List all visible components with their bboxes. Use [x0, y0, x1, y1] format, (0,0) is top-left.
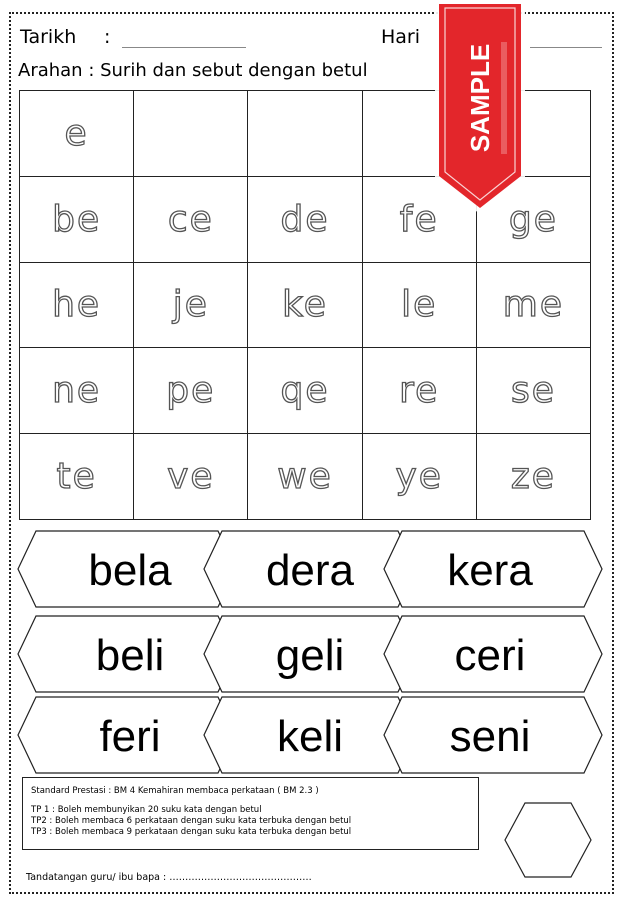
- word-text: feri: [99, 712, 161, 761]
- signature-line: Tandatangan guru/ ibu bapa : ………………………………………: [26, 872, 312, 883]
- syllable-text: ye: [395, 456, 443, 498]
- word-text: geli: [275, 631, 345, 680]
- syllable-text: de: [280, 198, 330, 240]
- word-text: seni: [449, 712, 531, 761]
- instruction-text: Arahan : Surih dan sebut dengan betul: [18, 60, 368, 81]
- syllable-text: he: [52, 284, 102, 326]
- word-text: beli: [95, 631, 165, 680]
- tarikh-label: Tarikh: [20, 26, 77, 48]
- syllable-text: ce: [167, 198, 214, 240]
- syllable-text: qe: [280, 370, 330, 412]
- syllable-text: ke: [282, 284, 328, 326]
- sample-watermark: [431, 2, 529, 216]
- syllable-text: le: [401, 284, 438, 326]
- standard-title: Standard Prestasi : BM 4 Kemahiran membaca perkataan ( BM 2.3 ): [31, 786, 319, 796]
- word-text: bela: [88, 546, 172, 595]
- hari-label: Hari: [381, 26, 421, 48]
- syllable-text: me: [502, 284, 564, 326]
- standard-prestasi-box: [22, 777, 479, 850]
- syllable-text: te: [56, 456, 97, 498]
- word-text: dera: [265, 546, 355, 595]
- word-text: ceri: [454, 631, 526, 680]
- syllable-text: we: [277, 456, 333, 498]
- tp1-text: TP 1 : Boleh membunyikan 20 suku kata dengan betul: [31, 805, 262, 815]
- tp2-text: TP2 : Boleh membaca 6 perkataan dengan suku kata terbuka dengan betul: [31, 816, 352, 826]
- sample-text: SAMPLE: [465, 43, 495, 153]
- syllable-text: re: [399, 370, 440, 412]
- syllable-text: je: [172, 284, 209, 326]
- syllable-text: pe: [166, 370, 216, 412]
- syllable-text: ne: [52, 370, 102, 412]
- word-text: keli: [276, 712, 344, 761]
- syllable-text: ze: [510, 456, 556, 498]
- tarikh-colon: :: [104, 26, 111, 48]
- syllable-text: e: [64, 112, 89, 154]
- tp3-text: TP3 : Boleh membaca 9 perkataan dengan suku kata terbuka dengan betul: [31, 827, 352, 837]
- syllable-text: ve: [167, 456, 215, 498]
- syllable-text: fe: [399, 198, 439, 240]
- syllable-text: se: [510, 370, 556, 412]
- word-text: kera: [447, 546, 533, 595]
- score-hexagon: [502, 800, 594, 880]
- syllable-text: ge: [508, 198, 558, 240]
- syllable-text: be: [52, 198, 102, 240]
